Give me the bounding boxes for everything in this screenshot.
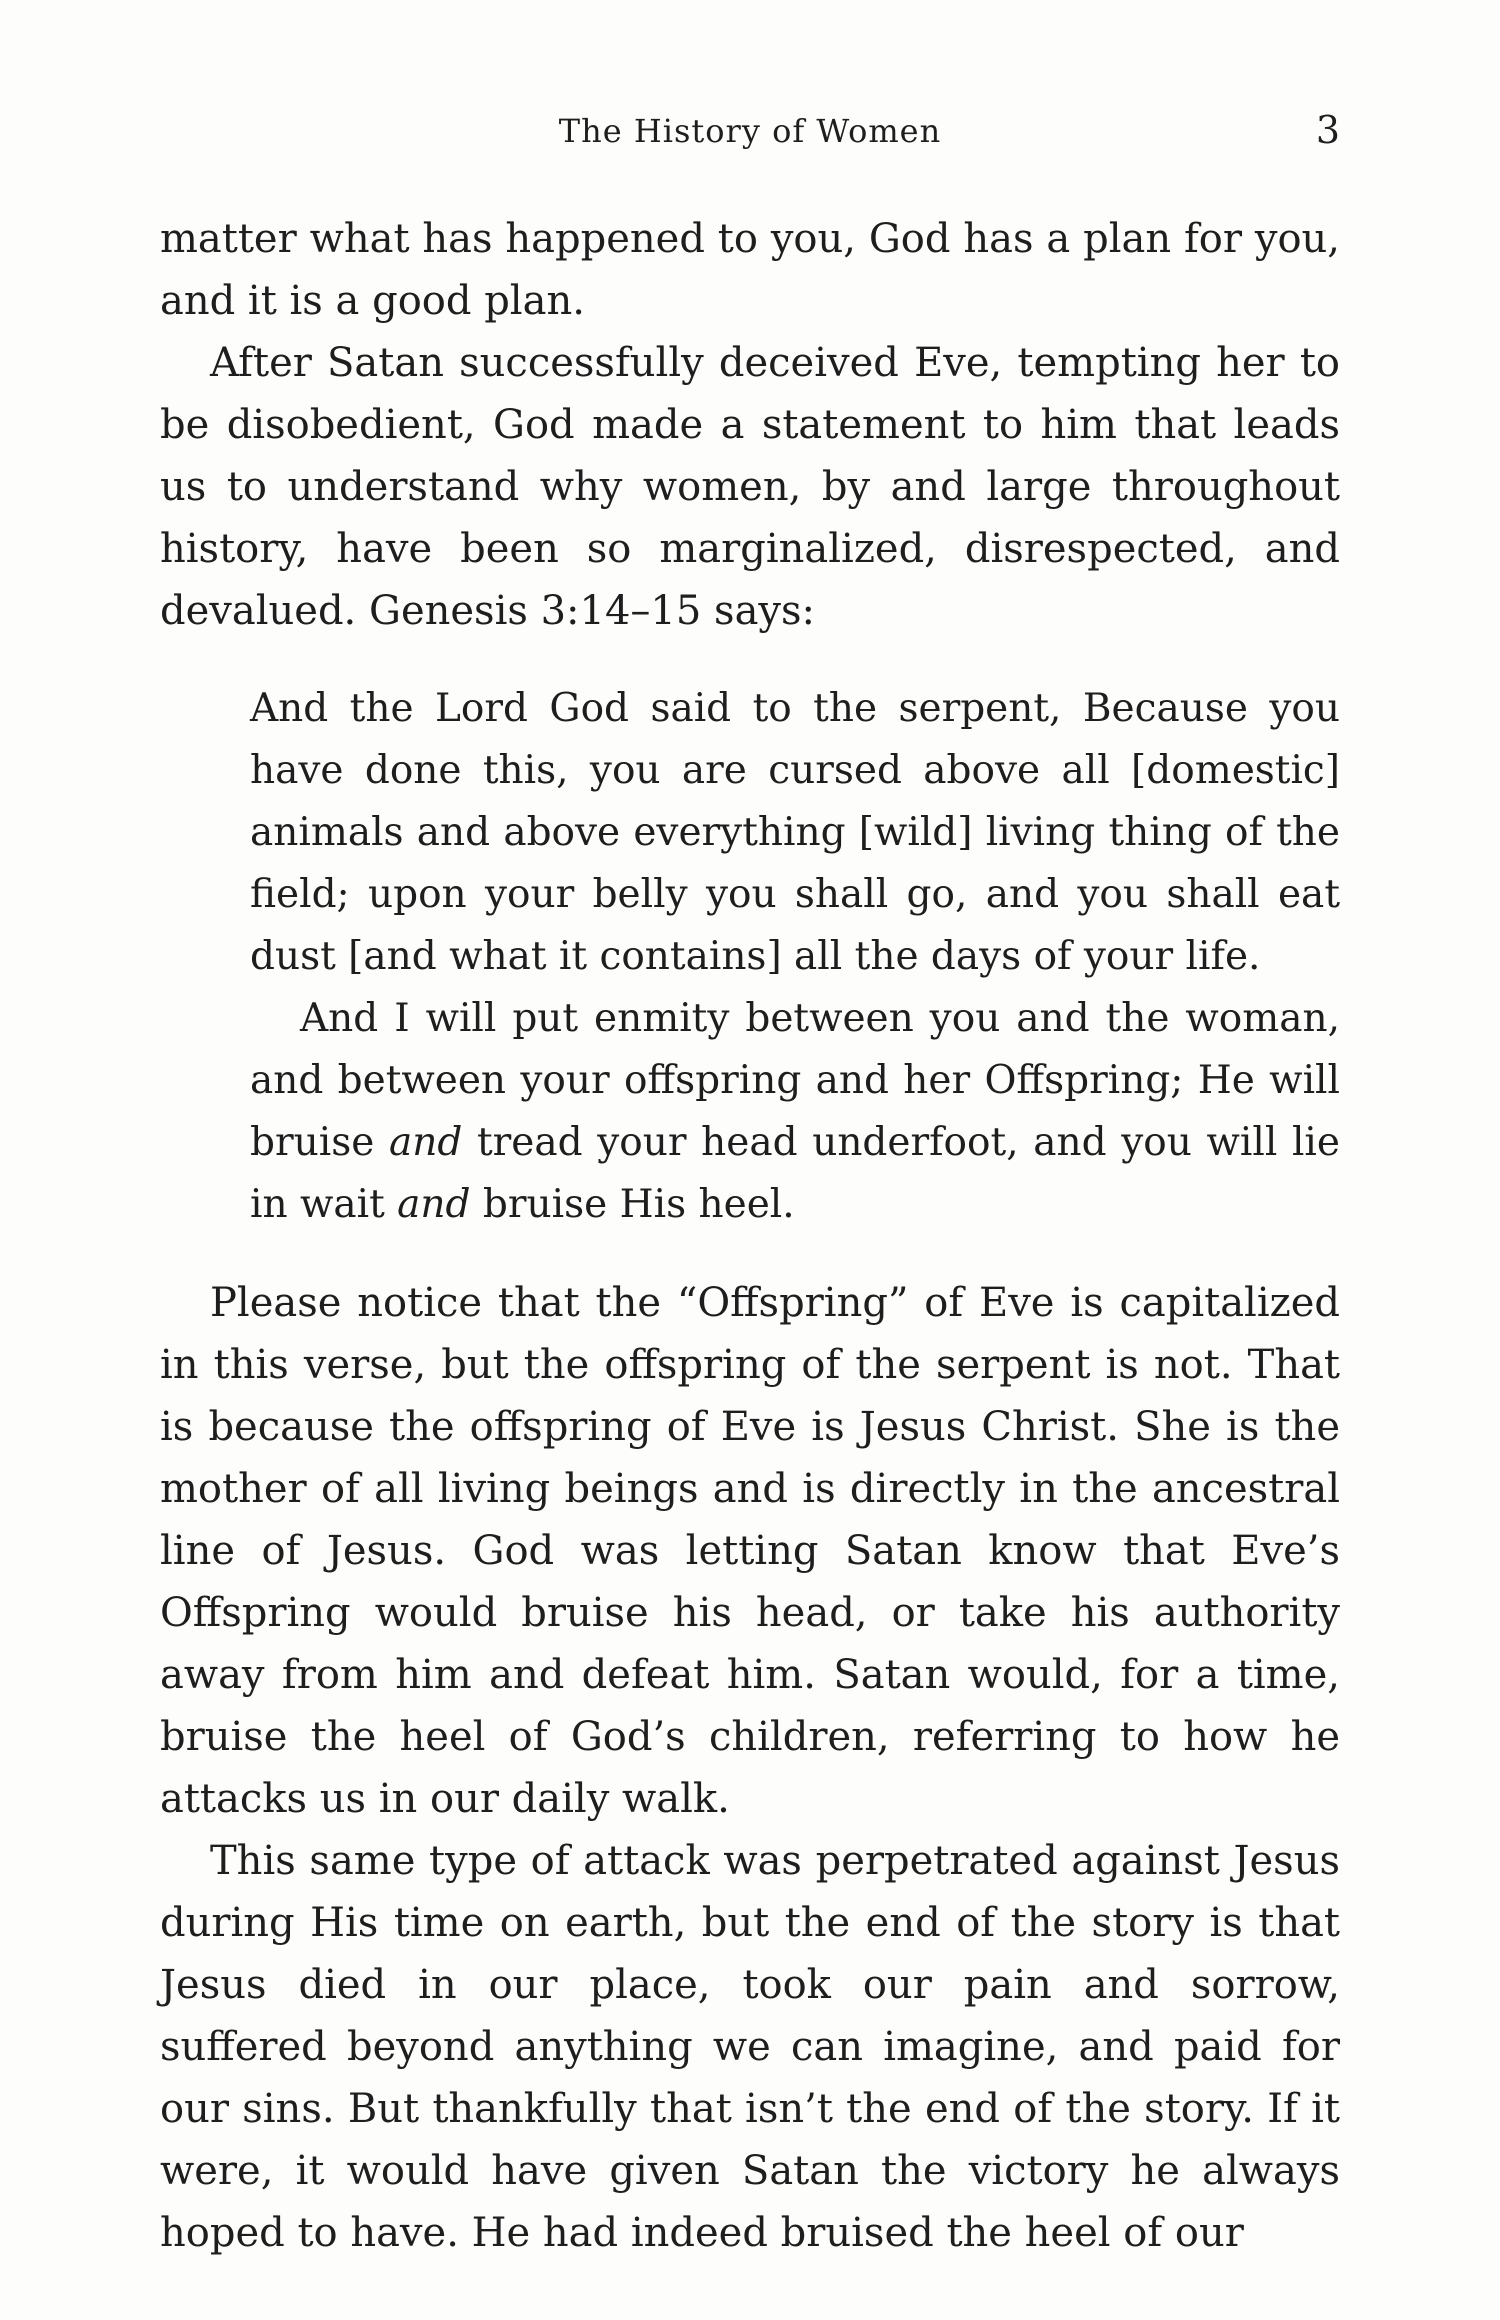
- body-text: [160, 208, 1340, 2264]
- paragraph-satan-deceived: After Satan successfully deceived Eve, tempting her to be disobedient, God made a statement to him that leads us to understand why women, by and large throughout history, have been so marginalized, disrespected, and devalued. Genesis 3:14–15 says:: [160, 340, 1340, 634]
- quote-verse-15: [250, 988, 1340, 1236]
- paragraph-continued: matter what has happened to you, God has a plan for you, and it is a good plan.: [160, 216, 1340, 324]
- quote-verse-15-italic-and-2: and: [397, 1182, 471, 1227]
- quote-verse-15-part2: tread your head underfoot, and you will lie in wait: [250, 1120, 1340, 1227]
- running-title: The History of Women: [558, 112, 942, 150]
- scripture-quote: [250, 678, 1340, 1236]
- quote-verse-14: And the Lord God said to the serpent, Because you have done this, you are cursed above all [domestic] animals and above everything [wild] living thing of the field; upon your belly you shall go, and you shall eat dust [and what it contains] all the days of your life.: [250, 686, 1340, 979]
- quote-verse-15-italic-and-1: and: [388, 1120, 463, 1165]
- paragraph-offspring: Please notice that the “Offspring” of Eve is capitalized in this verse, but the offspring of the serpent is not. That is because the offspring of Eve is Jesus Christ. She is the mother of all living beings and is directly in the ancestral line of Jesus. God was letting Satan know that Eve’s Offspring would bruise his head, or take his authority away from him and defeat him. Satan would, for a time, bruise the heel of God’s children, referring to how he attacks us in our daily walk.: [160, 1280, 1340, 1822]
- paragraph-same-attack: This same type of attack was perpetrated against Jesus during His time on earth, but the end of the story is that Jesus died in our place, took our pain and sorrow, suffered beyond anything we can imagine, and paid for our sins. But thankfully that isn’t the end of the story. If it were, it would have given Satan the victory he always hoped to have. He had indeed bruised the heel of our: [160, 1838, 1340, 2256]
- quote-verse-15-part1: And I will put enmity between you and the woman, and between your offspring and her Offspring; He will bruise: [250, 996, 1340, 1165]
- page-number: 3: [1315, 108, 1340, 152]
- quote-verse-15-part3: bruise His heel.: [470, 1182, 795, 1227]
- running-head: [160, 108, 1340, 160]
